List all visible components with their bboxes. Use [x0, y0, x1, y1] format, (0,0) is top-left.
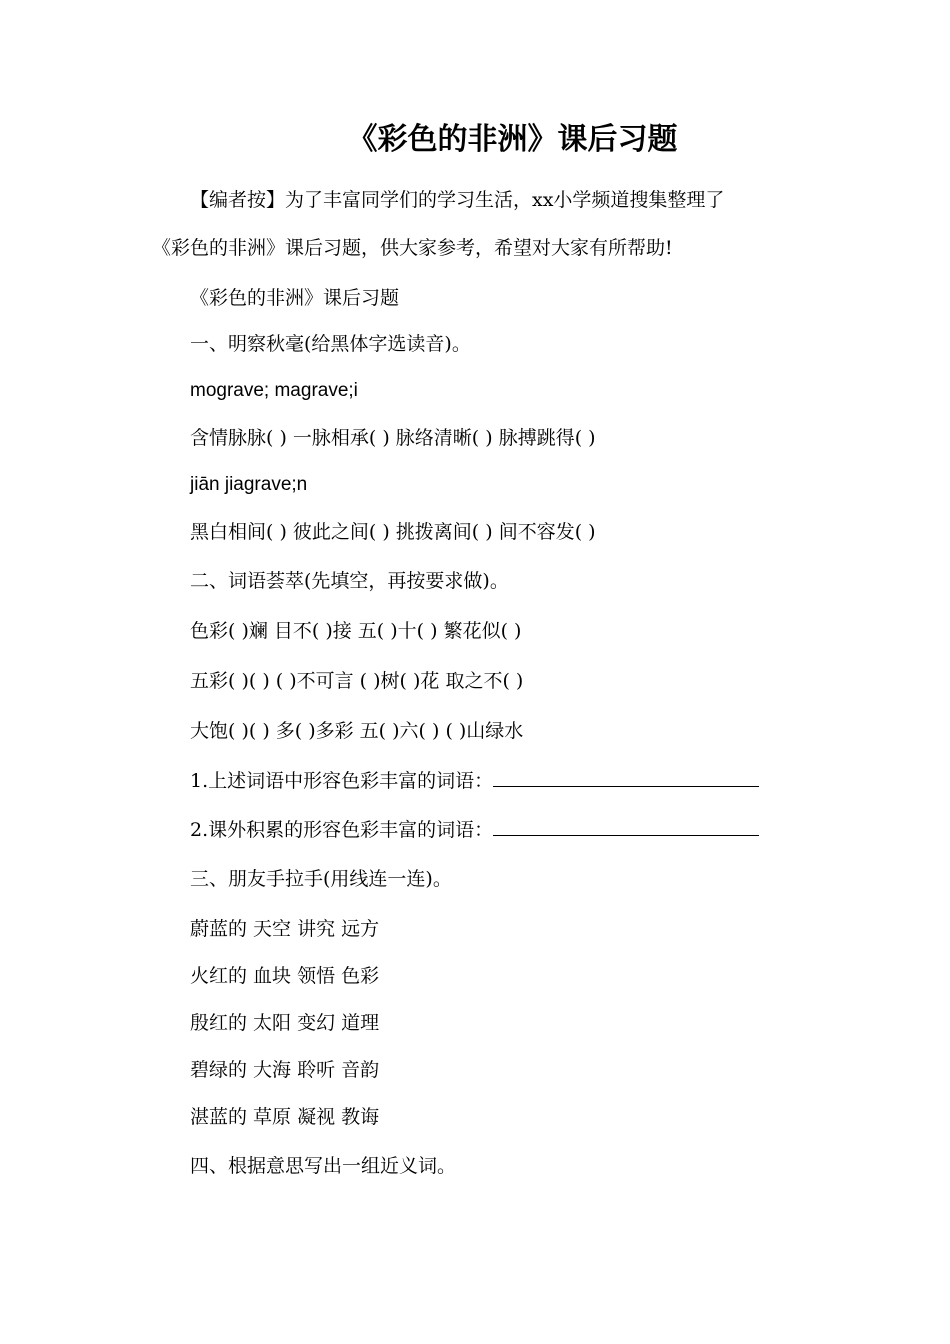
section-2-row-2: 五彩( )( ) ( )不可言 ( )树( )花 取之不( ) [190, 670, 524, 692]
intro-paragraph-line-2: 《彩色的非洲》课后习题，供大家参考，希望对大家有所帮助! [152, 237, 673, 259]
section-1-heading: 一、明察秋毫(给黑体字选读音)。 [190, 333, 471, 355]
answer-blank-1 [493, 766, 759, 787]
section-2-question-1 [190, 766, 759, 795]
section-3-heading: 三、朋友手拉手(用线连一连)。 [190, 868, 452, 890]
section-4-heading: 四、根据意思写出一组近义词。 [190, 1155, 457, 1177]
section-2-heading: 二、词语荟萃(先填空，再按要求做)。 [190, 570, 509, 592]
exercise-subtitle: 《彩色的非洲》课后习题 [190, 287, 400, 309]
intro-paragraph-line-1: 【编者按】为了丰富同学们的学习生活，xx小学频道搜集整理了 [190, 189, 725, 211]
match-row: 湛蓝的 草原 凝视 教诲 [190, 1106, 380, 1128]
match-row: 蔚蓝的 天空 讲究 远方 [190, 918, 380, 940]
match-row: 殷红的 太阳 变幻 道理 [190, 1012, 380, 1034]
section-2-question-2 [190, 815, 759, 844]
section-1-words-1: 含情脉脉( ) 一脉相承( ) 脉络清晰( ) 脉搏跳得( ) [190, 427, 596, 449]
section-1-pinyin-1: mograve; magrave;i [190, 380, 358, 401]
match-row: 碧绿的 大海 聆听 音韵 [190, 1059, 380, 1081]
document-title: 《彩色的非洲》课后习题 [347, 122, 678, 157]
match-row: 火红的 血块 领悟 色彩 [190, 965, 380, 987]
section-1-pinyin-2: jiān jiagrave;n [190, 474, 308, 495]
section-1-words-2: 黑白相间( ) 彼此之间( ) 挑拨离间( ) 间不容发( ) [190, 521, 596, 543]
answer-blank-2 [493, 815, 759, 836]
question-1-text: 1.上述词语中形容色彩丰富的词语： [190, 770, 494, 792]
section-2-row-1: 色彩( )斓 目不( )接 五( )十( ) 繁花似( ) [190, 620, 522, 642]
section-2-row-3: 大饱( )( ) 多( )多彩 五( )六( ) ( )山绿水 [190, 720, 524, 742]
question-2-text: 2.课外积累的形容色彩丰富的词语： [190, 819, 494, 841]
